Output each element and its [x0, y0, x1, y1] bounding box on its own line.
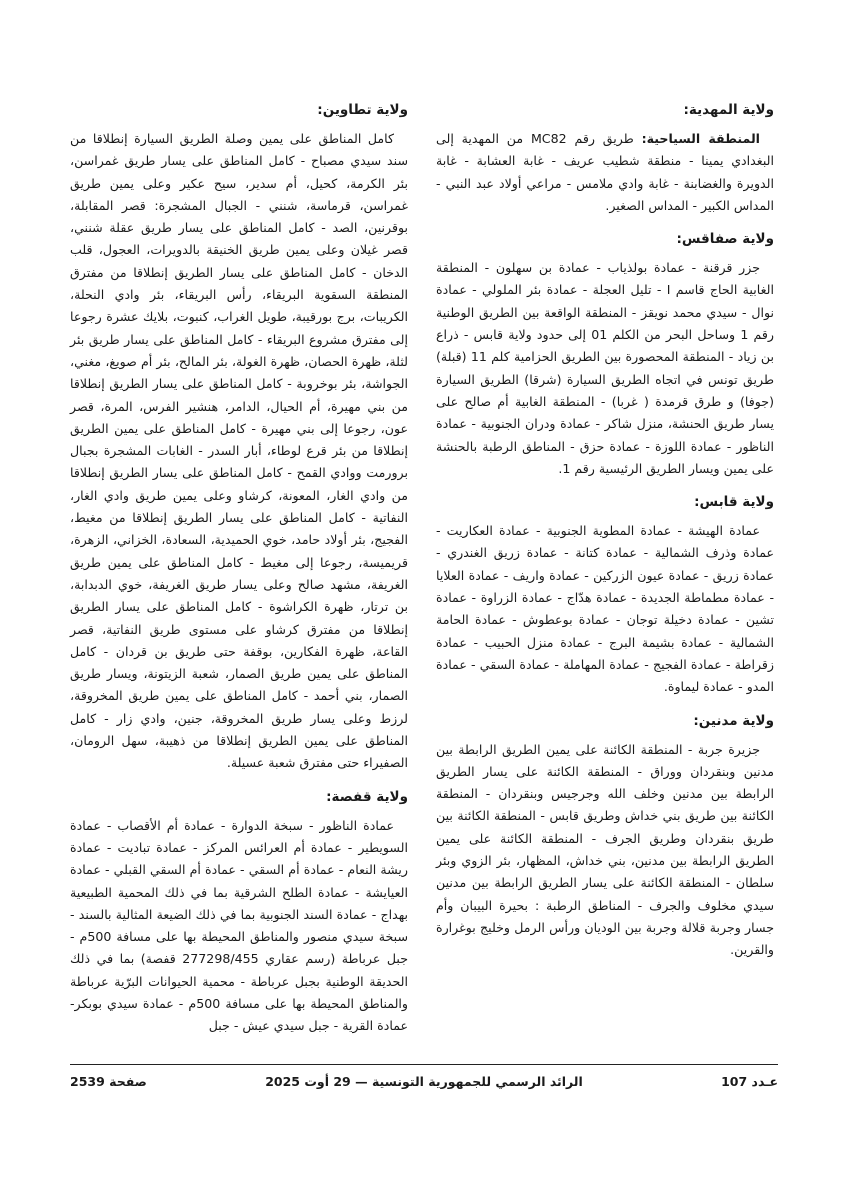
section-text: كامل المناطق على يمين وصلة الطريق السيارة إنطلاقا من سند سيدي مصباح - كامل المناطق على يسار طريق غمراسن، بئر الكرمة، كحيل، أم سدير، سيح عكير وعلى يمين طريق غمراسن، قرماسة، شنني - الجبال المشجرة: قصر المقابلة، بوقرنين، الصد - كامل المناطق على يسار طريق عقلة شنني، قصر غيلان وعلى يمين طريق الخنيقة بالدويرات، العجول، قلب الدخان - كامل المناطق على يسار الطريق إنطلاقا من مفترق المنطقة السقوية البريقاء، رأس البريقاء، بئر وادي النحلة، الكريبات، برج بورقيبة، طويل الغراب، كنبوت، بلايك عشرة رجوعا إلى مفترق مشروع البريقاء - كامل المناطق على يسار طريق بئر لثلة، ظهرة الحصان، ظهرة الغولة، بئر المالح، بئر أم صويغ، مغني، الجواشة، بئر بوخروبة - كامل المناطق على يسار الطريق إنطلاقا من بني مهيرة، أم الحيال، الدامر، هنشير الفرس، المرة، قصر عون، رجوعا إلى بني مهيرة - كامل المناطق على يمين الطريق إنطلاقا من بئر قرع لوطاء، أبار السدر - الغابات المشجرة بجبال برورمت ووادي القمح - كامل المناطق على يسار الطريق إنطلاقا من وادي الغار، المعونة، كرشاو وعلى يمين طريق وادي الغار، النفاتية - كامل المناطق على يسار الطريق إنطلاقا من مغيط، الفجيج، بئر أولاد حامد، خوي الحميدية، السعادة، الخزاني، الزهرة، قريميسة، رجوعا إلى مغيط - كامل المناطق على يمين طريق الغريفة، مشهد صالح وعلى يسار طريق الغريفة، خوي الدبدابة، بن ترتار، ظهرة الكراشوة - كامل المناطق على يسار الطريق إنطلاقا من مفترق كرشاو على مستوى طريق النفاتية، قصر القاعة، ظهرة الفكارين، بوقفة حتى طريق بن قردان - كامل المناطق على يمين طريق الصمار، شعبة الزيتونة، ويسار طريق الصمار، بني أحمد - كامل المناطق على يمين طريق المخروقة، لرزط وعلى يسار طريق المخروقة، جنين، وادي زار - كامل المناطق على يمين الطريق إنطلاقا من ذهيبة، سهل الرومان، الصفيراء حتى مفترق شعبة عسيلة.: [70, 131, 408, 771]
section-heading: ولاية مدنين:: [693, 712, 774, 729]
section-text: المنطقة السياحية: طريق رقم MC82 من المهدية إلى البغدادي يمينا - منطقة شطيب عريف - غابة العشابة - غابة الدويرة والغضابنة - غابة وادي ملامس - مراعي أولاد عبد النبي - المداس الكبير - المداس الصغير.: [436, 131, 774, 213]
issue-number: عـدد 107: [721, 1074, 778, 1089]
section-heading: ولاية صفاقس:: [676, 231, 774, 248]
footer-divider: [70, 1064, 778, 1065]
section-sfax: [436, 229, 774, 480]
section-gafsa: [70, 787, 408, 1038]
section-gabes: [436, 492, 774, 698]
section-heading: ولاية المهدية:: [683, 102, 774, 118]
section-text: جزيرة جربة - المنطقة الكائنة على يمين الطريق الرابطة بين مدنين وبنقردان ووراق - المنطقة الكائنة على يسار الطريق الرابطة بين مدنين وخلف الله وجرجيس وبنقردان - المنطقة الكائنة بين طريق بني خداش وطريق قابس - المنطقة الكائنة بين طريق بنقردان وطريق الجرف - المنطقة الكائنة على يمين الطريق الرابطة بين مدنين، بني خداش، المظهار، بئر الزوي وبئر سلطان - المنطقة الكائنة على يسار الطريق الرابطة بين مدنين سيدي مخلوف والجرف - المناطق الرطبة : بحيرة البيبان وأم جسار وجربة قلالة وجربة بين الوديان ورأس الرمل وخليج بوغرارة والقرين.: [436, 741, 774, 958]
right-column: [436, 100, 774, 974]
section-text: عمادة الناظور - سبخة الدوارة - عمادة أم الأقصاب - عمادة السويطير - عمادة أم العرائس المركز - عمادة تباديت - عمادة ريشة النعام - عمادة أم السقي - عمادة أم السقي القبلي - عمادة العيايشة - عمادة الطلح الشرقية بما في ذلك المحمية الطبيعية بهداج - عمادة السند الجنوبية بما في ذلك الضيعة المثالية بالسند - سبخة سيدي منصور والمناطق المحيطة بها على مسافة 500م - جبل عرباطة (رسم عقاري 277298/455 قفصة) بما في ذلك الحديقة الوطنية بجبل عرباطة - محمية الحيوانات البرّية عرباطة والمناطق المحيطة بها على مسافة 500م - عمادة سيدي بوبكر- عمادة القرية - جبل سيدي عيش - جبل: [70, 817, 408, 1034]
gazette-title-date: الرائد الرسمي للجمهورية التونسية — 29 أوت 2025: [265, 1074, 583, 1089]
section-text: عمادة الهيشة - عمادة المطوية الجنوبية - عمادة العكاريت - عمادة وذرف الشمالية - عمادة كتانة - عمادة زريق الغندري - عمادة زريق - عمادة عيون الزركين - عمادة واريف - عمادة العلايا - عمادة مطماطة الجديدة - عمادة هدّاج - عمادة الزراوة - عمادة تشين - عمادة دخيلة توجان - عمادة بوعطوش - عمادة الحامة الشمالية - عمادة بشيمة البرج - عمادة منزل الحبيب - عمادة زقراطة - عمادة الفجيج - عمادة المهاملة - عمادة السقي - عمادة المدو - عمادة ليماوة.: [436, 523, 774, 695]
section-heading: ولاية قابس:: [694, 494, 774, 511]
section-text: جزر قرقنة - عمادة بولذياب - عمادة بن سهلون - المنطقة الغابية الحاج قاسم I - تليل العجلة - عمادة بئر الملولي - عمادة نوال - سيدي محمد نويقز - المنطقة الواقعة بين الطريق الوطنية رقم 1 وساحل البحر من الكلم 01 إلى حدود ولاية قابس - ذراع بن زياد - المنطقة المحصورة بين الطريق الحزامية كلم 11 (قبلة) طريق تونس في اتجاه الطريق السيارة (شرقا) الطريق السيارة (جوفا) و طرق قرمدة ( غربا) - المنطقة الغابية أم صالح على يسار طريق الحنشة، منزل شاكر - عمادة ودران الجنوبية - عمادة الناظور - عمادة اللوزة - عمادة حزق - المناطق الرطبة بالحنشة على يمين ويسار الطريق الرئيسية رقم 1.: [436, 260, 774, 476]
section-tataouine: [70, 100, 408, 775]
section-mahdia: [436, 100, 774, 217]
left-column: [70, 100, 408, 1050]
page-number: صفحة 2539: [70, 1074, 147, 1089]
section-medenine: [436, 711, 774, 962]
section-heading: ولاية قفصة:: [326, 788, 408, 805]
page-footer: [70, 1074, 778, 1096]
section-heading: ولاية تطاوين:: [317, 102, 408, 118]
section-lead: المنطقة السياحية:: [641, 131, 760, 146]
